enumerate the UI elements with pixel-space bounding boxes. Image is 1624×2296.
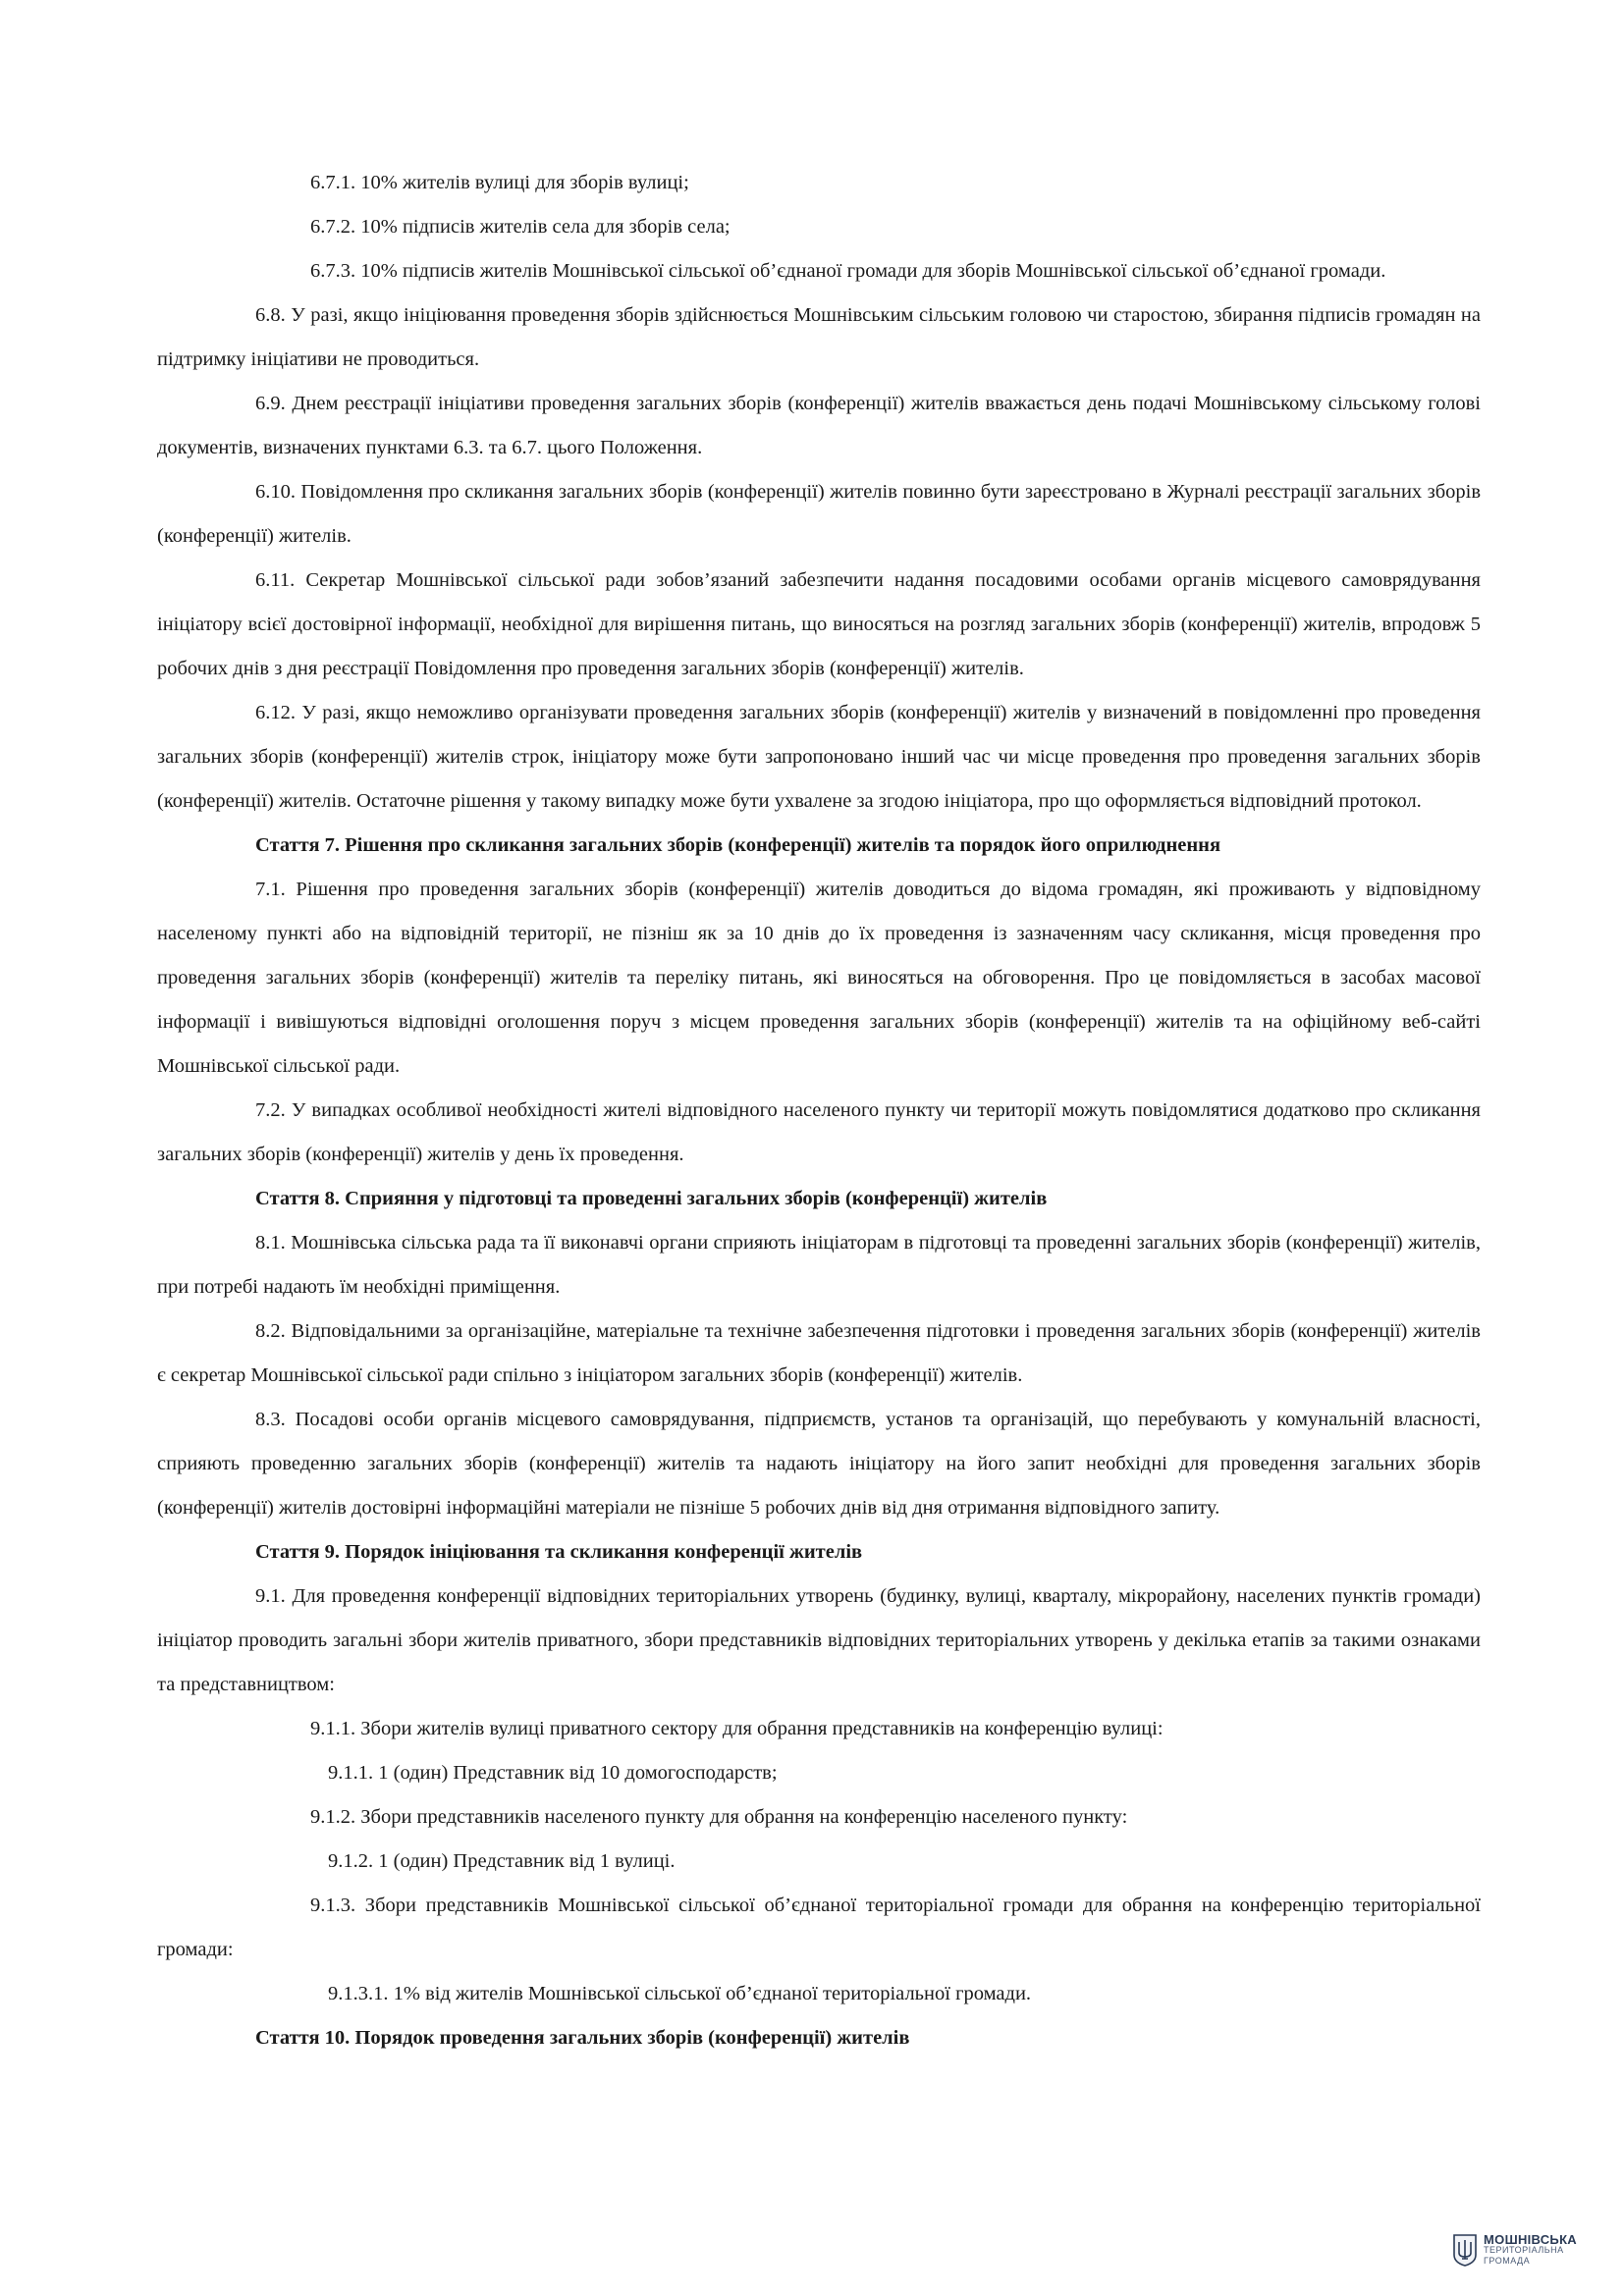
- paragraph-8-1: 8.1. Мошнівська сільська рада та її виконавчі органи сприяють ініціаторам в підготовці та проведенні загальних зборів (конференції) жителів, при потребі надають їм необхідні приміщення.: [157, 1232, 1481, 1298]
- paragraph-8-3: 8.3. Посадові особи органів місцевого самоврядування, підприємств, установ та організацій, що перебувають у комунальній власності, сприяють проведенню загальних зборів (конференції) жителів та надають ініціатору на його запит необхідні для проведення загальних зборів (конференції) жителів достовірні інформаційні матеріали не пізніше 5 робочих днів від дня отримання відповідного запиту.: [157, 1409, 1481, 1519]
- paragraph-9-1-3: 9.1.3. Збори представників Мошнівської сільської об’єднаної територіальної громади для обрання на конференцію територіальної громади:: [157, 1895, 1481, 1960]
- paragraph-6-9: 6.9. Днем реєстрації ініціативи проведення загальних зборів (конференції) жителів вважається день подачі Мошнівському сільському голові документів, визначених пунктами 6.3. та 6.7. цього Положення.: [157, 393, 1481, 458]
- paragraph-9-1-2: 9.1.2. Збори представників населеного пункту для обрання на конференцію населеного пункту:: [310, 1806, 1128, 1828]
- paragraph-6-7-1: 6.7.1. 10% жителів вулиці для зборів вулиці;: [310, 172, 689, 193]
- paragraph-7-2: 7.2. У випадках особливої необхідності жителі відповідного населеного пункту чи території можуть повідомлятися додатково про скликання загальних зборів (конференції) жителів у день їх проведення.: [157, 1099, 1481, 1165]
- paragraph-6-8: 6.8. У разі, якщо ініціювання проведення зборів здійснюється Мошнівським сільським головою чи старостою, збирання підписів громадян на підтримку ініціативи не проводиться.: [157, 304, 1481, 370]
- paragraph-6-11: 6.11. Секретар Мошнівської сільської ради зобов’язаний забезпечити надання посадовими особами органів місцевого самоврядування ініціатору всієї достовірної інформації, необхідної для вирішення питань, що виносяться на розгляд загальних зборів (конференції) жителів, впродовж 5 робочих днів з дня реєстрації Повідомлення про проведення загальних зборів (конференції) жителів.: [157, 569, 1481, 679]
- paragraph-8-2: 8.2. Відповідальними за організаційне, матеріальне та технічне забезпечення підготовки і проведення загальних зборів (конференції) жителів є секретар Мошнівської сільської ради спільно з ініціатором загальних зборів (конференції) жителів.: [157, 1320, 1481, 1386]
- paragraph-9-1-2-item: 9.1.2. 1 (один) Представник від 1 вулиці.: [328, 1850, 676, 1872]
- paragraph-9-1-1-item: 9.1.1. 1 (один) Представник від 10 домогосподарств;: [328, 1762, 778, 1784]
- paragraph-7-1: 7.1. Рішення про проведення загальних зборів (конференції) жителів доводиться до відома громадян, які проживають у відповідному населеному пункті або на відповідній території, не пізніш як за 10 днів до їх проведення із зазначенням часу скликання, місця проведення про проведення загальних зборів (конференції) жителів та переліку питань, які виносяться на обговорення. Про це повідомляється в засобах масової інформації і вивішуються відповідні оголошення поруч з місцем проведення загальних зборів (конференції) жителів та на офіційному веб-сайті Мошнівської сільської ради.: [157, 879, 1481, 1077]
- paragraph-6-7-2: 6.7.2. 10% підписів жителів села для зборів села;: [310, 216, 731, 238]
- paragraph-6-10: 6.10. Повідомлення про скликання загальних зборів (конференції) жителів повинно бути зареєстровано в Журналі реєстрації загальних зборів (конференції) жителів.: [157, 481, 1481, 547]
- document-page: [157, 161, 1481, 2060]
- logo-subtitle-1: ТЕРИТОРІАЛЬНА: [1484, 2244, 1564, 2255]
- paragraph-9-1-3-1: 9.1.3.1. 1% від жителів Мошнівської сільської об’єднаної територіальної громади.: [328, 1983, 1032, 2004]
- community-logo: [1452, 2233, 1577, 2267]
- heading-article-10: Стаття 10. Порядок проведення загальних зборів (конференції) жителів: [255, 2027, 910, 2049]
- logo-title: МОШНІВСЬКА: [1484, 2231, 1577, 2247]
- paragraph-9-1-1: 9.1.1. Збори жителів вулиці приватного сектору для обрання представників на конференцію вулиці:: [310, 1718, 1164, 1739]
- trident-emblem-icon: [1452, 2233, 1478, 2267]
- logo-subtitle-2: ГРОМАДА: [1484, 2255, 1531, 2266]
- heading-article-7: Стаття 7. Рішення про скликання загальних зборів (конференції) жителів та порядок його оприлюднення: [255, 834, 1221, 856]
- heading-article-8: Стаття 8. Сприяння у підготовці та проведенні загальних зборів (конференції) жителів: [255, 1188, 1048, 1209]
- paragraph-6-12: 6.12. У разі, якщо неможливо організувати проведення загальних зборів (конференції) жителів у визначений в повідомленні про проведення загальних зборів (конференції) жителів строк, ініціатору може бути запропоновано інший час чи місце проведення про проведення загальних зборів (конференції) жителів. Остаточне рішення у такому випадку може бути ухвалене за згодою ініціатора, про що оформляється відповідний протокол.: [157, 702, 1481, 812]
- paragraph-9-1: 9.1. Для проведення конференції відповідних територіальних утворень (будинку, вулиці, кварталу, мікрорайону, населених пунктів громади) ініціатор проводить загальні збори жителів приватного, збори представників відповідних територіальних утворень у декілька етапів за такими ознаками та представництвом:: [157, 1585, 1481, 1695]
- heading-article-9: Стаття 9. Порядок ініціювання та скликання конференції жителів: [255, 1541, 863, 1563]
- paragraph-6-7-3: 6.7.3. 10% підписів жителів Мошнівської сільської об’єднаної громади для зборів Мошнівської сільської об’єднаної громади.: [310, 260, 1386, 282]
- logo-text: [1484, 2231, 1577, 2267]
